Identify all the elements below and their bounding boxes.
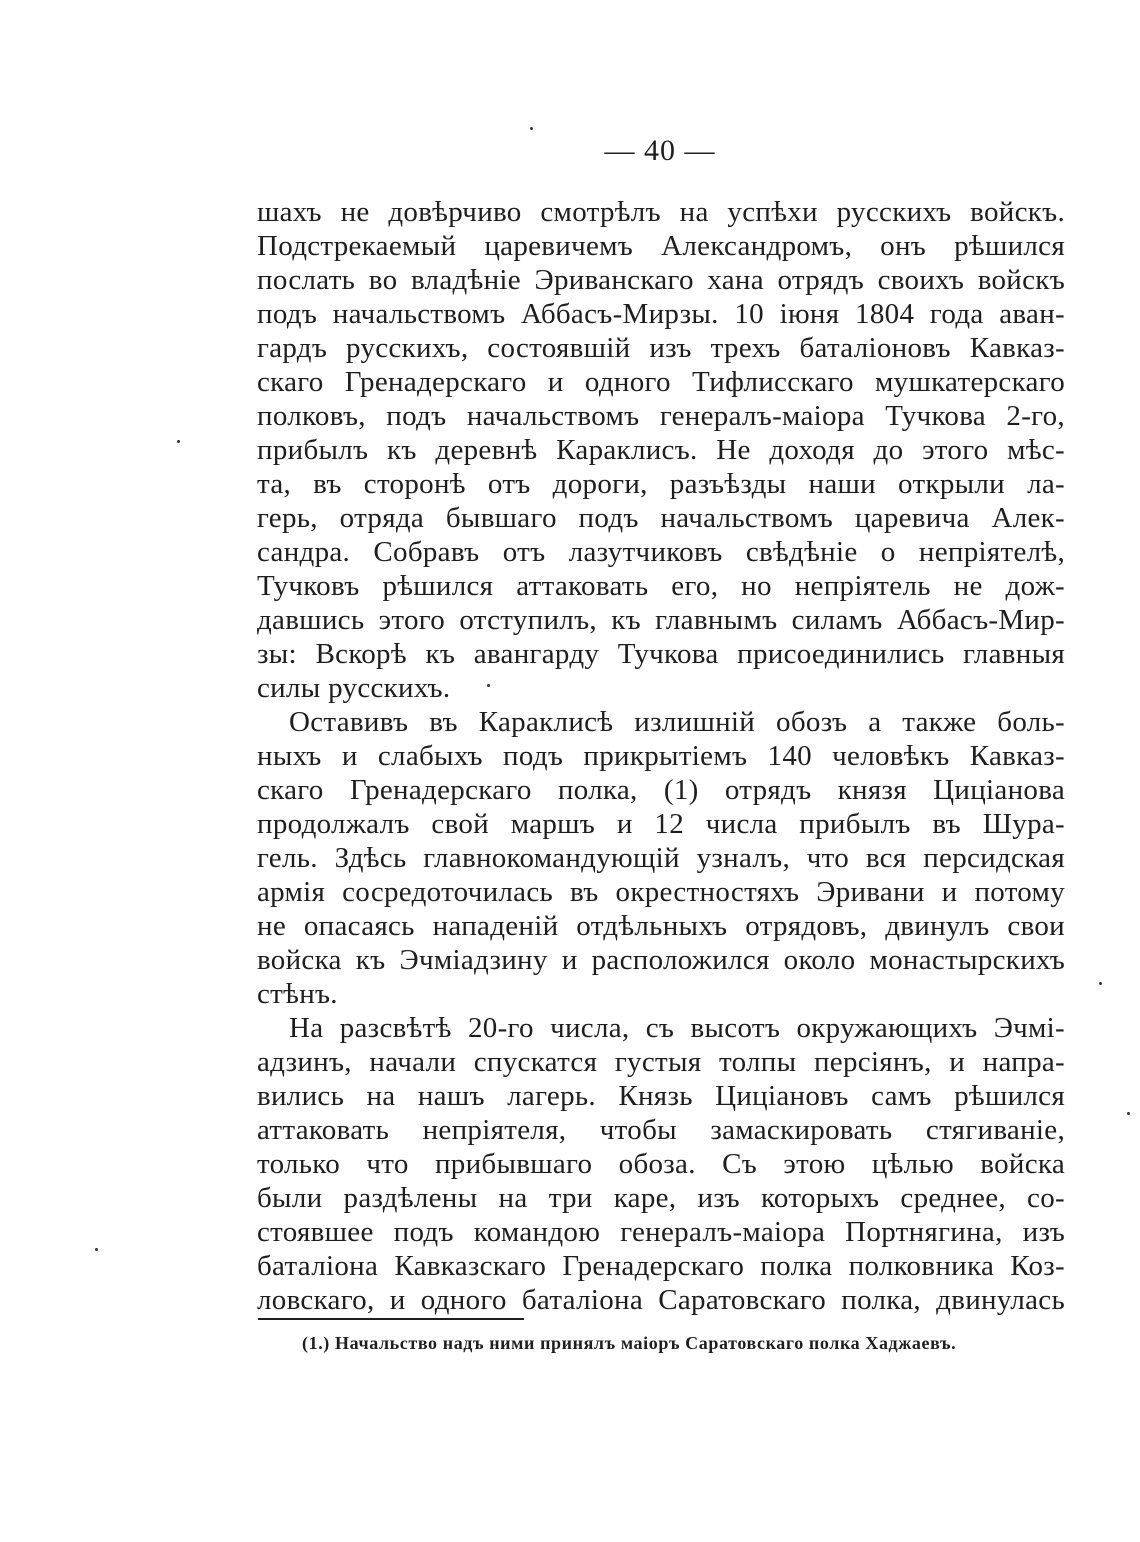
text-line: аттаковать непріятеля, чтобы замаскировать стягиваніе, xyxy=(257,1114,1065,1146)
text-line: Подстрекаемый царевичемъ Александромъ, онъ рѣшился xyxy=(257,230,1065,262)
text-line: полковъ, подъ начальствомъ генералъ-маіора Тучкова 2-го, xyxy=(257,400,1065,432)
scan-speck xyxy=(95,1248,98,1251)
text-line: войска къ Эчміадзину и расположился около монастырскихъ xyxy=(257,944,1065,976)
text-line: вились на нашъ лагерь. Князь Цицiановъ самъ рѣшился xyxy=(257,1080,1065,1112)
text-line: ныхъ и слабыхъ подъ прикрытіемъ 140 человѣкъ Кавказ- xyxy=(257,740,1065,772)
text-line: баталіона Кавказскаго Гренадерскаго полка полковника Коз- xyxy=(257,1250,1065,1282)
text-line: силы русскихъ. xyxy=(257,672,451,704)
text-line: не опасаясь нападеній отдѣльныхъ отрядовъ, двинулъ свои xyxy=(257,910,1065,942)
text-line: только что прибывшаго обоза. Съ этою цѣлью войска xyxy=(257,1148,1065,1180)
text-line: прибылъ къ деревнѣ Караклисъ. Не доходя до этого мѣс- xyxy=(257,434,1065,466)
text-line: послать во владѣніе Эриванскаго хана отрядъ своихъ войскъ xyxy=(257,264,1065,296)
text-line: давшись этого отступилъ, къ главнымъ силамъ Аббасъ-Мир- xyxy=(257,604,1065,636)
text-line: гель. Здѣсь главнокомандующій узналъ, что вся персидская xyxy=(257,842,1065,874)
text-line: Оставивъ въ Караклисѣ излишній обозъ а также боль- xyxy=(289,706,1065,738)
text-line: зы: Вскорѣ къ авангарду Тучкова присоединились главныя xyxy=(257,638,1065,670)
text-line: армія сосредоточилась въ окрестностяхъ Эривани и потому xyxy=(257,876,1065,908)
text-line: подъ начальствомъ Аббасъ-Мирзы. 10 іюня 1804 года аван- xyxy=(257,298,1065,330)
text-line: продолжалъ свой маршъ и 12 числа прибылъ въ Шура- xyxy=(257,808,1065,840)
text-line: адзинъ, начали спускатся густыя толпы персіянъ, и напра- xyxy=(257,1046,1065,1078)
text-line: были раздѣлены на три каре, изъ которыхъ среднее, со- xyxy=(257,1182,1065,1214)
scan-speck xyxy=(530,127,533,130)
scan-speck xyxy=(1099,982,1102,985)
text-line: ловскаго, и одного баталіона Саратовскаго полка, двинулась xyxy=(257,1284,1065,1316)
scan-speck xyxy=(1127,1112,1130,1115)
scan-speck xyxy=(487,684,490,687)
text-line: стоявшее подъ командою генералъ-маіора Портнягина, изъ xyxy=(257,1216,1065,1248)
text-line: Тучковъ рѣшился аттаковать его, но непріятель не дож- xyxy=(257,570,1065,602)
footnote-rule xyxy=(258,1318,524,1320)
text-line: герь, отряда бывшаго подъ начальствомъ царевича Алек- xyxy=(257,502,1065,534)
text-line: сандра. Собравъ отъ лазутчиковъ свѣдѣніе о непріятелѣ, xyxy=(257,536,1065,568)
page-number: — 40 — xyxy=(604,134,716,167)
text-line: На разсвѣтѣ 20-го числа, съ высотъ окружающихъ Эчмі- xyxy=(289,1012,1065,1044)
scan-speck xyxy=(177,440,180,443)
text-line: та, въ сторонѣ отъ дороги, разъѣзды наши открыли ла- xyxy=(257,468,1065,500)
text-line: шахъ не довѣрчиво смотрѣлъ на успѣхи русскихъ войскъ. xyxy=(257,196,1065,228)
footnote: (1.) Начальство надъ ними принялъ маіоръ Саратовскаго полка Хаджаевъ. xyxy=(302,1333,957,1353)
text-line: стѣнъ. xyxy=(257,978,338,1010)
text-line: скаго Гренадерскаго полка, (1) отрядъ князя Цицiанова xyxy=(257,774,1065,806)
text-line: скаго Гренадерскаго и одного Тифлисскаго мушкатерскаго xyxy=(257,366,1065,398)
text-line: гардъ русскихъ, состоявшій изъ трехъ баталіоновъ Кавказ- xyxy=(257,332,1065,364)
